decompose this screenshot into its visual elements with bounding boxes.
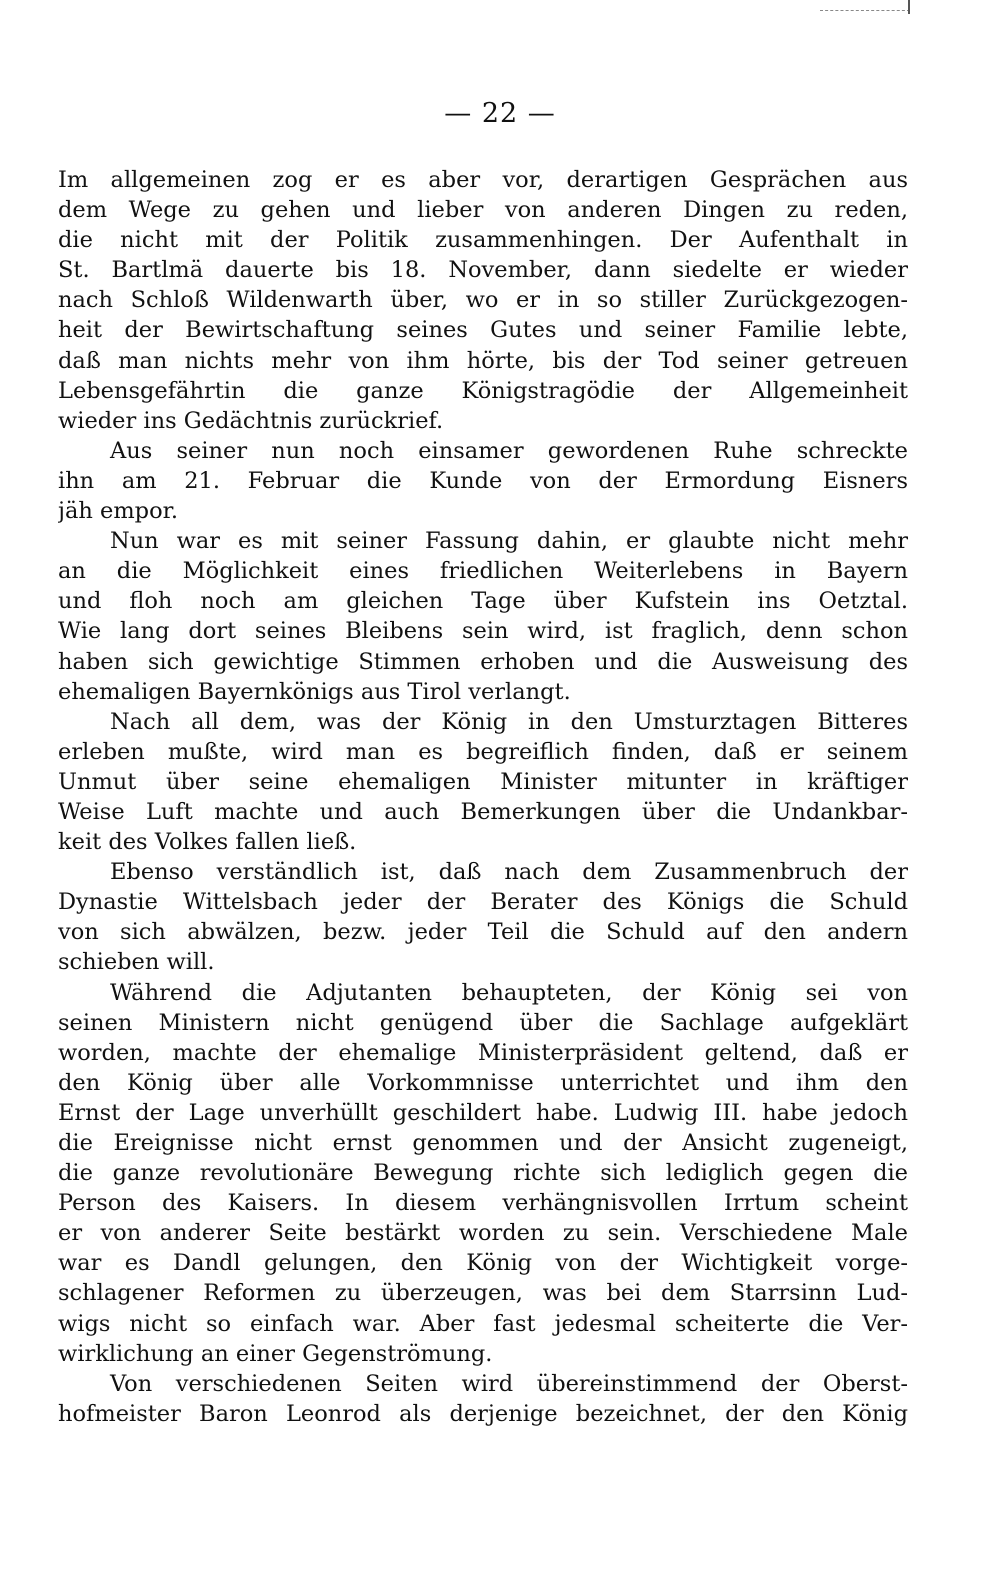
text-line: worden, machte der ehemalige Ministerpräsident geltend, daß er	[58, 1039, 908, 1066]
text-line: Person des Kaisers. In diesem verhängnisvollen Irrtum scheint	[58, 1190, 908, 1217]
text-line: Von verschiedenen Seiten wird übereinstimmend der Oberst-	[110, 1370, 908, 1397]
text-line: Lebensgefährtin die ganze Königstragödie der Allgemeinheit	[58, 377, 908, 404]
text-line: die ganze revolutionäre Bewegung richte sich lediglich gegen die	[58, 1160, 908, 1187]
text-line: Dynastie Wittelsbach jeder der Berater des Königs die Schuld	[58, 889, 908, 916]
text-line: von sich abwälzen, bezw. jeder Teil die Schuld auf den andern	[58, 919, 908, 946]
text-line: ehemaligen Bayernkönigs aus Tirol verlangt.	[58, 678, 571, 705]
text-line: dem Wege zu gehen und lieber von anderen Dingen zu reden,	[58, 197, 908, 224]
text-line: erleben mußte, wird man es begreiflich finden, daß er seinem	[58, 738, 908, 765]
paragraph	[58, 857, 908, 977]
paragraph	[58, 165, 908, 436]
text-line: nach Schloß Wildenwarth über, wo er in so stiller Zurückgezogen-	[58, 287, 908, 314]
text-line: jäh empor.	[58, 498, 179, 525]
paragraph	[58, 707, 908, 857]
text-line: schlagener Reformen zu überzeugen, was bei dem Starrsinn Lud-	[58, 1280, 908, 1307]
text-line: Nach all dem, was der König in den Umsturztagen Bitteres	[110, 708, 908, 735]
paragraph	[58, 526, 908, 707]
text-line: Ernst der Lage unverhüllt geschildert habe. Ludwig III. habe jedoch	[58, 1099, 908, 1126]
header-rule	[820, 10, 910, 11]
text-line: Ebenso verständlich ist, daß nach dem Zusammenbruch der	[110, 859, 908, 886]
text-line: St. Bartlmä dauerte bis 18. November, dann siedelte er wieder	[58, 257, 908, 284]
text-line: die nicht mit der Politik zusammenhingen. Der Aufenthalt in	[58, 227, 908, 254]
text-line: keit des Volkes fallen ließ.	[58, 829, 357, 856]
text-line: heit der Bewirtschaftung seines Gutes und seiner Familie lebte,	[58, 317, 908, 344]
text-line: schieben will.	[58, 949, 215, 976]
text-line: die Ereignisse nicht ernst genommen und der Ansicht zugeneigt,	[58, 1130, 908, 1156]
text-line: wirklichung an einer Gegenströmung.	[58, 1340, 493, 1367]
text-line: daß man nichts mehr von ihm hörte, bis der Tod seiner getreuen	[58, 347, 908, 374]
text-line: und floh noch am gleichen Tage über Kufstein ins Oetztal.	[58, 588, 908, 615]
text-line: an die Möglichkeit eines friedlichen Weiterlebens in Bayern	[58, 558, 908, 585]
text-line: Im allgemeinen zog er es aber vor, derartigen Gesprächen aus	[58, 167, 908, 193]
text-line: Aus seiner nun noch einsamer gewordenen Ruhe schreckte	[110, 437, 908, 464]
text-line: ihn am 21. Februar die Kunde von der Ermordung Eisners	[58, 467, 908, 494]
body-text	[58, 165, 908, 1565]
text-line: seinen Ministern nicht genügend über die Sachlage aufgeklärt	[58, 1009, 908, 1036]
text-line: haben sich gewichtige Stimmen erhoben und die Ausweisung des	[58, 648, 908, 675]
text-line: Unmut über seine ehemaligen Minister mitunter in kräftiger	[58, 768, 908, 795]
text-line: hofmeister Baron Leonrod als derjenige bezeichnet, der den König	[58, 1400, 908, 1427]
paragraph	[58, 1369, 908, 1429]
text-line: wigs nicht so einfach war. Aber fast jedesmal scheiterte die Ver-	[58, 1310, 908, 1337]
text-line: war es Dandl gelungen, den König von der Wichtigkeit vorge-	[58, 1250, 908, 1277]
paragraph	[58, 436, 908, 526]
text-line: er von anderer Seite bestärkt worden zu sein. Verschiedene Male	[58, 1220, 908, 1247]
text-line: Wie lang dort seines Bleibens sein wird, ist fraglich, denn schon	[58, 618, 908, 645]
text-line: Nun war es mit seiner Fassung dahin, er glaubte nicht mehr	[110, 528, 908, 555]
paragraph	[58, 978, 908, 1369]
text-line: wieder ins Gedächtnis zurückrief.	[58, 407, 444, 434]
text-line: den König über alle Vorkommnisse unterrichtet und ihm den	[58, 1069, 908, 1096]
page-number: — 22 —	[444, 98, 556, 129]
text-line: Während die Adjutanten behaupteten, der König sei von	[110, 979, 908, 1006]
text-line: Weise Luft machte und auch Bemerkungen über die Undankbar-	[58, 798, 908, 825]
header-mark	[908, 0, 910, 14]
